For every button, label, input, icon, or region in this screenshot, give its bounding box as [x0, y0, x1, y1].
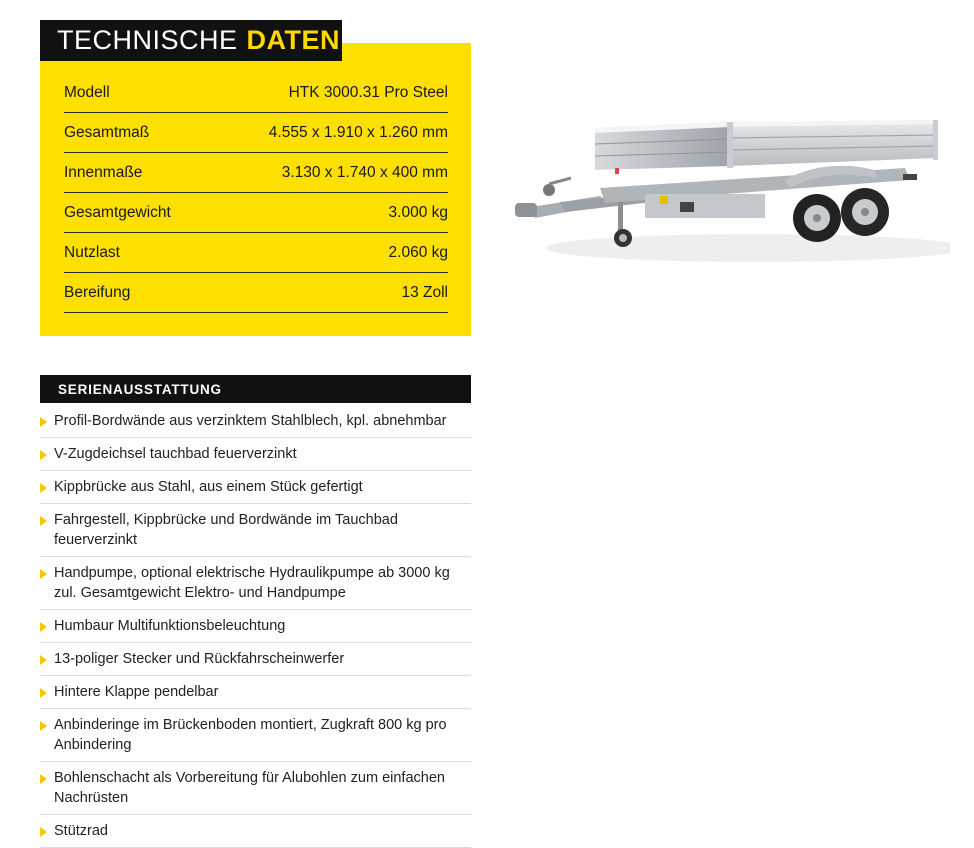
arrow-bullet-icon: [40, 827, 47, 837]
technical-data-title-part2: DATEN: [246, 25, 341, 55]
tech-label: Gesamtmaß: [64, 123, 150, 141]
tech-label: Gesamtgewicht: [64, 203, 171, 221]
list-item-text: Kippbrücke aus Stahl, aus einem Stück gefertigt: [54, 479, 363, 495]
arrow-bullet-icon: [40, 569, 47, 579]
list-item-text: Profil-Bordwände aus verzinktem Stahlblech, kpl. abnehmbar: [54, 413, 447, 429]
list-item-text: 13-poliger Stecker und Rückfahrscheinwerfer: [54, 651, 345, 667]
tech-value: 3.130 x 1.740 x 400 mm: [281, 163, 448, 181]
tech-label: Nutzlast: [64, 243, 120, 261]
list-item-text: Handpumpe, optional elektrische Hydraulikpumpe ab 3000 kg zul. Gesamtgewicht Elektro- und Handpumpe: [54, 565, 450, 601]
list-item-text: Hintere Klappe pendelbar: [54, 684, 219, 700]
list-item: [40, 676, 471, 709]
list-item-text: Anbinderinge im Brückenboden montiert, Zugkraft 800 kg pro Anbindering: [54, 717, 447, 753]
standard-equipment-header: SERIENAUSSTATTUNG: [40, 375, 471, 403]
technical-data-title-part1: TECHNISCHE: [57, 25, 238, 55]
arrow-bullet-icon: [40, 483, 47, 493]
list-item: [40, 709, 471, 762]
list-item: [40, 643, 471, 676]
list-item: [40, 438, 471, 471]
list-item-text: Stützrad: [54, 823, 108, 839]
tech-value: 13 Zoll: [401, 283, 448, 301]
tech-value: 3.000 kg: [388, 203, 448, 221]
tech-row-model: [64, 73, 448, 113]
arrow-bullet-icon: [40, 655, 47, 665]
list-item-text: Fahrgestell, Kippbrücke und Bordwände im Tauchbad feuerverzinkt: [54, 512, 398, 548]
arrow-bullet-icon: [40, 450, 47, 460]
tech-row-overall-size: [64, 113, 448, 153]
list-item-text: Bohlenschacht als Vorbereitung für Alubohlen zum einfachen Nachrüsten: [54, 770, 445, 806]
list-item: [40, 815, 471, 848]
arrow-bullet-icon: [40, 516, 47, 526]
tech-row-tires: [64, 273, 448, 313]
list-item: [40, 471, 471, 504]
arrow-bullet-icon: [40, 721, 47, 731]
arrow-bullet-icon: [40, 688, 47, 698]
tech-value: 4.555 x 1.910 x 1.260 mm: [268, 123, 448, 141]
tech-value: 2.060 kg: [388, 243, 448, 261]
list-item: [40, 405, 471, 438]
technical-data-table: [64, 73, 448, 313]
list-item-text: V-Zugdeichsel tauchbad feuerverzinkt: [54, 446, 297, 462]
list-item: [40, 557, 471, 610]
arrow-bullet-icon: [40, 417, 47, 427]
tech-label: Modell: [64, 83, 110, 101]
trailer-image: [505, 108, 950, 278]
list-item: [40, 610, 471, 643]
tech-label: Innenmaße: [64, 163, 143, 181]
tech-row-payload: [64, 233, 448, 273]
standard-equipment-list: [40, 405, 471, 848]
list-item: [40, 762, 471, 815]
arrow-bullet-icon: [40, 622, 47, 632]
tech-row-inner-size: [64, 153, 448, 193]
list-item-text: Humbaur Multifunktionsbeleuchtung: [54, 618, 286, 634]
technical-data-header: [40, 20, 342, 61]
arrow-bullet-icon: [40, 774, 47, 784]
tech-value: HTK 3000.31 Pro Steel: [288, 83, 448, 101]
tech-row-total-weight: [64, 193, 448, 233]
list-item: [40, 504, 471, 557]
tech-label: Bereifung: [64, 283, 131, 301]
